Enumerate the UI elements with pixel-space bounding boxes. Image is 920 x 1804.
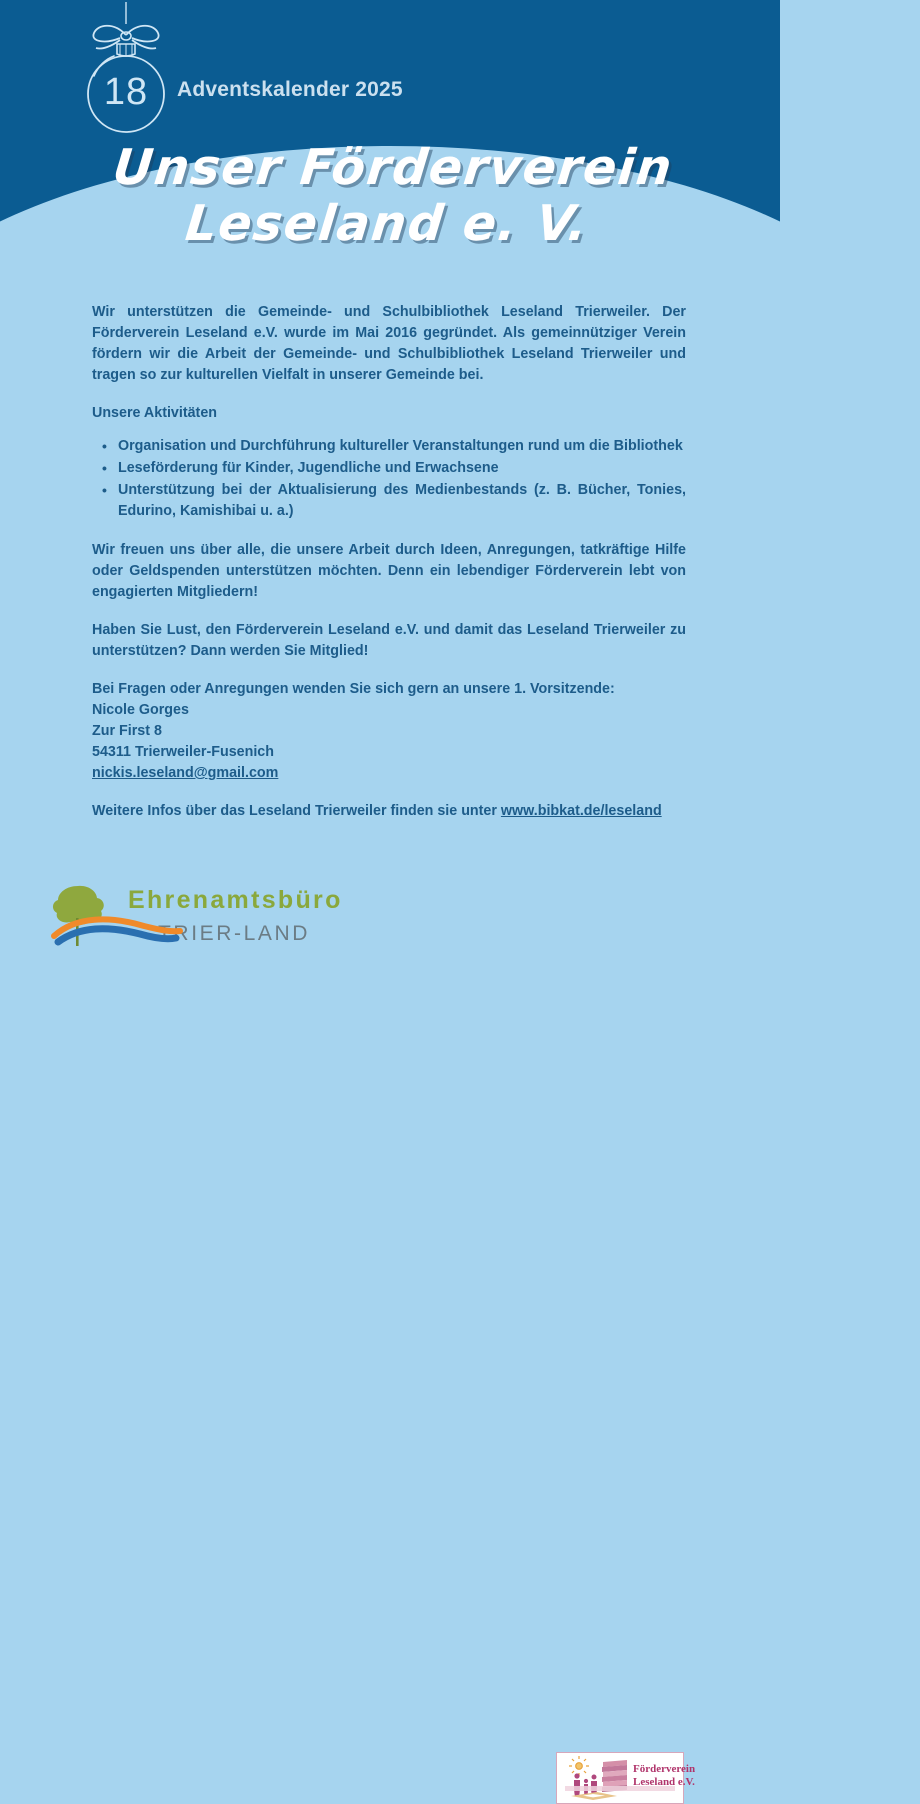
bauble-day-number: 18 bbox=[103, 70, 149, 113]
page-header bbox=[0, 0, 780, 150]
foerderverein-leseland-logo bbox=[556, 1752, 696, 1804]
page-title-line-1: Unser Förderverein bbox=[110, 139, 676, 196]
contact-email-link[interactable]: nickis.leseland@gmail.com bbox=[92, 765, 279, 781]
page-title bbox=[0, 140, 786, 252]
main-content bbox=[92, 302, 686, 839]
svg-text:TRIER-LAND: TRIER-LAND bbox=[158, 922, 311, 945]
activities-heading: Unsere Aktivitäten bbox=[92, 405, 218, 421]
page-title-line-2: Leseland e. V. bbox=[182, 195, 592, 252]
ehrenamtsbuero-trier-land-logo bbox=[48, 878, 343, 956]
activities-list bbox=[92, 436, 686, 522]
contact-intro: Bei Fragen oder Anregungen wenden Sie sich gern an unsere 1. Vorsitzende: bbox=[92, 681, 615, 697]
list-item: • Organisation und Durchführung kultureller Veranstaltungen rund um die Bibliothek bbox=[118, 436, 686, 457]
sun-icon bbox=[569, 1756, 589, 1776]
contact-email-line bbox=[92, 763, 686, 784]
contact-block bbox=[92, 679, 686, 784]
contact-name: Nicole Gorges bbox=[92, 702, 189, 718]
membership-paragraph: Haben Sie Lust, den Förderverein Leseland e.V. und damit das Leseland Trierweiler zu unterstützen? Dann werden Sie Mitglied! bbox=[92, 622, 686, 659]
list-item: • Unterstützung bei der Aktualisierung des Medienbestands (z. B. Bücher, Tonies, Edurino, Kamishibai u. a.) bbox=[118, 480, 686, 522]
intro-paragraph: Wir unterstützen die Gemeinde- und Schulbibliothek Leseland Trierweiler. Der Förderverein Leseland e.V. wurde im Mai 2016 gegründet. Als gemeinnütziger Verein fördern wir die Arbeit der Gemeinde- und Schulbibliothek Leseland Trierweiler und tragen so zur kulturellen Vielfalt in unserer Gemeinde bei. bbox=[92, 304, 686, 383]
svg-text:Förderverein: Förderverein bbox=[633, 1763, 696, 1775]
svg-text:Leseland e.V.: Leseland e.V. bbox=[633, 1776, 695, 1788]
more-info-paragraph bbox=[92, 801, 686, 822]
svg-text:Ehrenamtsbüro: Ehrenamtsbüro bbox=[128, 886, 343, 914]
list-item: • Leseförderung für Kinder, Jugendliche und Erwachsene bbox=[118, 458, 686, 479]
advent-calendar-kicker: Adventskalender 2025 bbox=[177, 78, 403, 101]
bibkat-website-link[interactable]: www.bibkat.de/leseland bbox=[500, 803, 662, 819]
contact-street: Zur First 8 bbox=[92, 723, 162, 739]
contact-city: 54311 Trierweiler-Fusenich bbox=[92, 744, 274, 760]
support-paragraph: Wir freuen uns über alle, die unsere Arbeit durch Ideen, Anregungen, tatkräftige Hilfe oder Geldspenden unterstützen möchten. Denn ein lebendiger Förderverein lebt von engagierten Mitgliedern! bbox=[92, 542, 686, 600]
page-footer bbox=[0, 868, 780, 1788]
more-info-text: Weitere Infos über das Leseland Trierweiler finden sie unter bbox=[92, 803, 497, 819]
